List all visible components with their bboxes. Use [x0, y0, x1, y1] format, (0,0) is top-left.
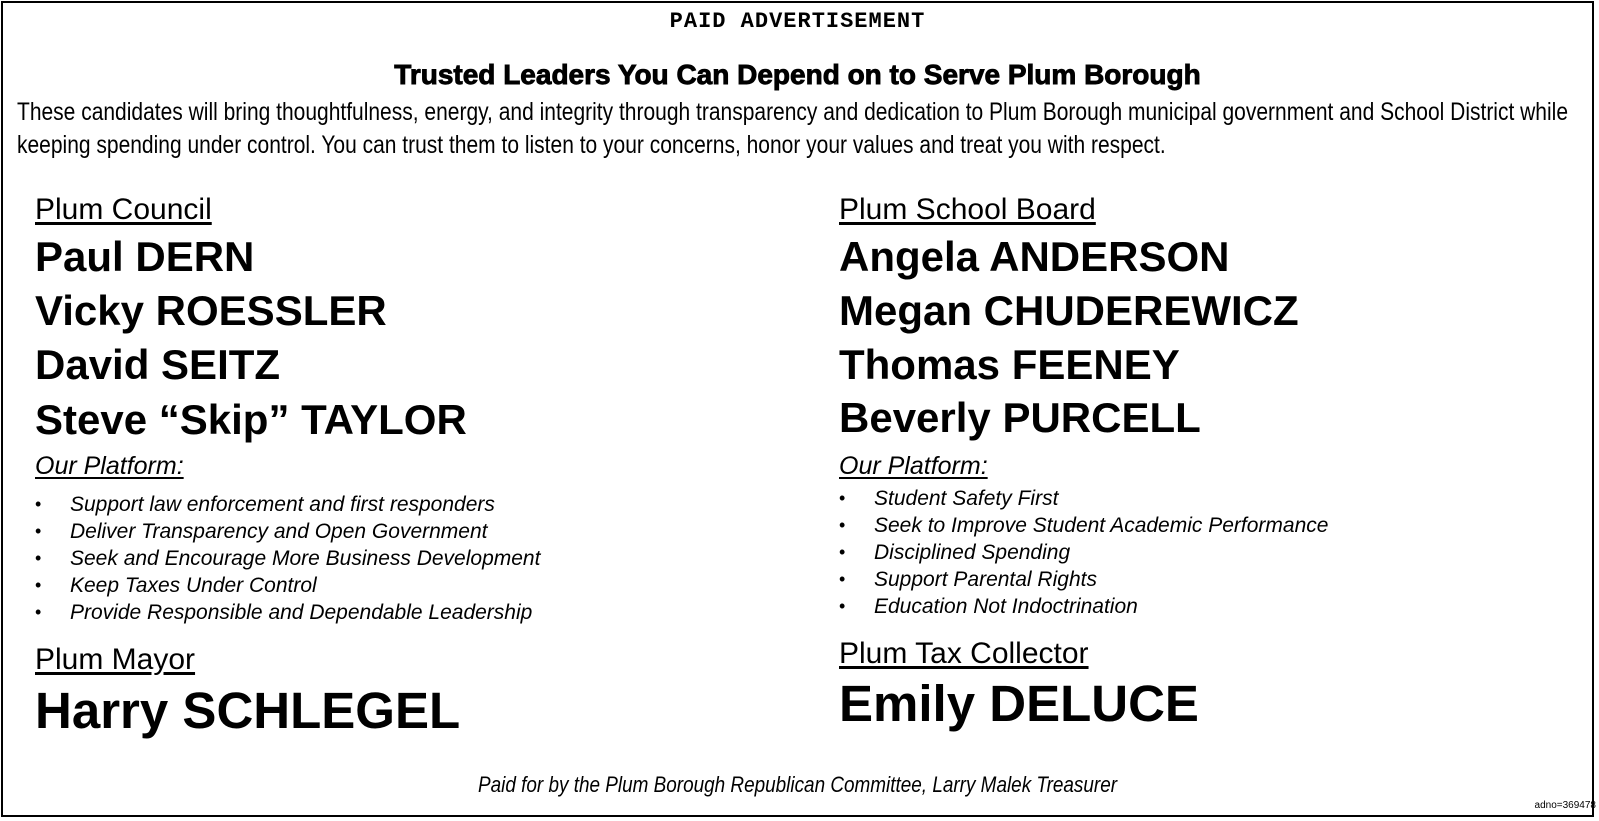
council-platform-list [35, 491, 540, 626]
school-board-candidate: Megan CHUDEREWICZ [839, 287, 1299, 334]
list-item [839, 566, 1328, 593]
footer-text: Paid for by the Plum Borough Republican Committee, Larry Malek Treasurer [477, 772, 1118, 797]
bullet-icon: • [839, 488, 846, 508]
platform-item-text: Deliver Transparency and Open Government [70, 520, 488, 543]
school-board-platform-label: Our Platform: [839, 452, 988, 480]
list-item [839, 485, 1328, 512]
paid-for-by-footer [3, 772, 1592, 798]
school-board-candidate: Thomas FEENEY [839, 341, 1180, 388]
list-item [35, 572, 540, 599]
council-candidate: Paul DERN [35, 233, 255, 280]
platform-item-text: Student Safety First [874, 487, 1059, 510]
school-board-candidate: Angela ANDERSON [839, 233, 1230, 280]
list-item [35, 491, 540, 518]
list-item [35, 518, 540, 545]
bullet-icon: • [839, 542, 846, 562]
list-item [839, 512, 1328, 539]
school-board-platform-list [839, 485, 1328, 620]
platform-item-text: Provide Responsible and Dependable Leadership [70, 601, 533, 624]
ad-number: adno=369478 [1534, 800, 1596, 811]
list-item [35, 545, 540, 572]
bullet-icon: • [839, 515, 846, 535]
mayor-label: Plum Mayor [35, 643, 196, 676]
school-board-candidate: Beverly PURCELL [839, 394, 1201, 441]
platform-item-text: Keep Taxes Under Control [70, 574, 317, 597]
platform-item-text: Support law enforcement and first responders [70, 493, 495, 516]
platform-item-text: Disciplined Spending [874, 541, 1071, 564]
platform-item-text: Education Not Indoctrination [874, 595, 1138, 618]
council-candidate: Vicky ROESSLER [35, 287, 387, 334]
list-item [839, 593, 1328, 620]
school-board-label: Plum School Board [839, 193, 1096, 226]
bullet-icon: • [35, 521, 42, 541]
platform-item-text: Seek and Encourage More Business Development [70, 547, 541, 570]
tax-collector-label: Plum Tax Collector [839, 637, 1089, 670]
council-platform-label: Our Platform: [35, 452, 184, 480]
intro-paragraph: These candidates will bring thoughtfulness, energy, and integrity through transparency and dedication to Plum Borough municipal government and School District while keeping spending under control. You can trust them to listen to your concerns, honor your values and treat you with respect. [17, 98, 1569, 159]
paid-advertisement-header: PAID ADVERTISEMENT [669, 9, 926, 34]
council-candidate: Steve “Skip” TAYLOR [35, 396, 467, 443]
list-item [35, 599, 540, 626]
bullet-icon: • [35, 494, 42, 514]
bullet-icon: • [839, 569, 846, 589]
council-candidate: David SEITZ [35, 341, 281, 388]
bullet-icon: • [35, 575, 42, 595]
list-item [839, 539, 1328, 566]
mayor-candidate: Harry SCHLEGEL [35, 682, 461, 739]
advertisement-frame [1, 1, 1594, 817]
tax-collector-candidate: Emily DELUCE [839, 675, 1199, 732]
platform-item-text: Seek to Improve Student Academic Performance [874, 514, 1329, 537]
headline: Trusted Leaders You Can Depend on to Serve Plum Borough [394, 59, 1201, 90]
bullet-icon: • [35, 548, 42, 568]
bullet-icon: • [839, 596, 846, 616]
platform-item-text: Support Parental Rights [874, 568, 1097, 591]
council-label: Plum Council [35, 193, 212, 226]
bullet-icon: • [35, 602, 42, 622]
